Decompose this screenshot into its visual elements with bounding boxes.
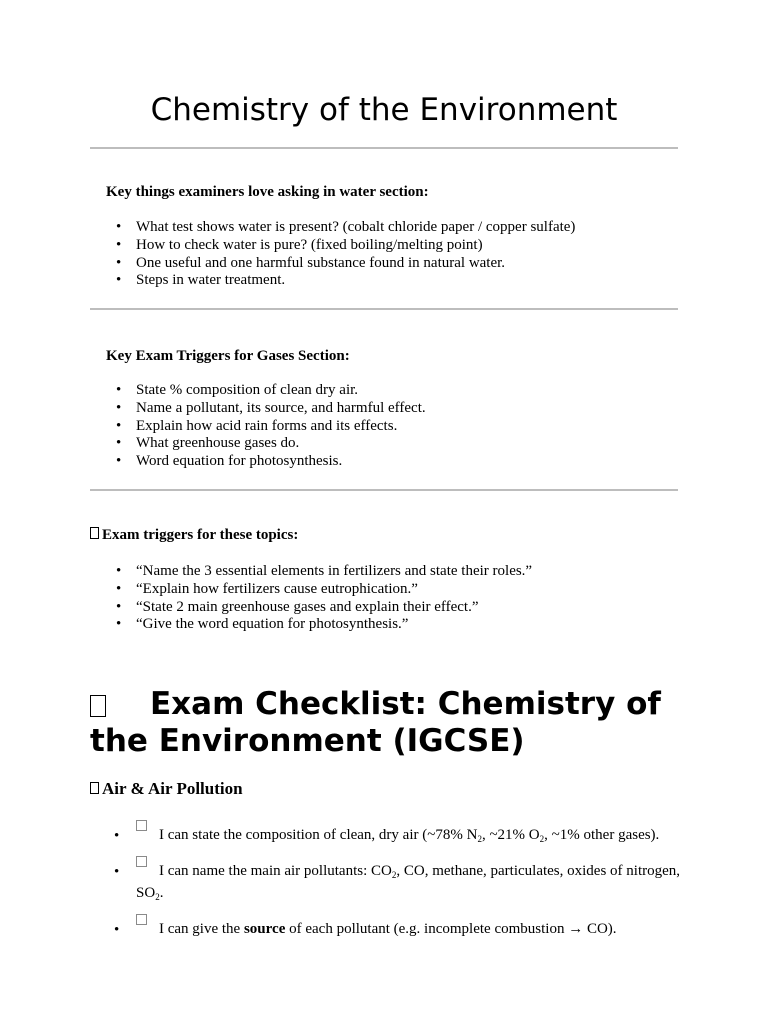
- page-title: Chemistry of the Environment: [150, 92, 618, 128]
- topics-heading-text: Exam triggers for these topics:: [102, 527, 299, 543]
- air-pollution-subheading-text: Air & Air Pollution: [102, 779, 243, 798]
- checklist-item: [136, 914, 696, 938]
- checklist-bold-text: source: [243, 921, 286, 937]
- checklist-item: [136, 820, 696, 848]
- air-pollution-subheading: [90, 778, 243, 800]
- divider: [90, 489, 678, 491]
- checkbox-icon[interactable]: [136, 820, 147, 831]
- missing-glyph-icon: [90, 527, 99, 539]
- list-item: • Explain how acid rain forms and its effects.: [136, 418, 696, 436]
- checklist-heading: [90, 686, 690, 760]
- water-section-heading: Key things examiners love asking in water section:: [106, 184, 429, 200]
- list-item: • “Give the word equation for photosynthesis.”: [136, 616, 696, 634]
- list-item: • What greenhouse gases do.: [136, 435, 696, 453]
- list-item: • Name a pollutant, its source, and harmful effect.: [136, 400, 696, 418]
- missing-glyph-icon: [90, 695, 106, 717]
- list-item: • “Explain how fertilizers cause eutrophication.”: [136, 581, 696, 599]
- list-item: • One useful and one harmful substance found in natural water.: [136, 255, 696, 273]
- checklist-text: .: [159, 885, 164, 901]
- checklist-heading-text: Exam Checklist: Chemistry of the Environment (IGCSE): [90, 686, 661, 759]
- gases-section-heading: Key Exam Triggers for Gases Section:: [106, 348, 350, 364]
- list-item: • What test shows water is present? (cobalt chloride paper / copper sulfate): [136, 219, 696, 237]
- list-item: • “State 2 main greenhouse gases and explain their effect.”: [136, 599, 696, 617]
- topics-section-heading: [90, 525, 298, 545]
- subscript: 2: [477, 834, 482, 844]
- list-item: • “Name the 3 essential elements in fertilizers and state their roles.”: [136, 563, 696, 581]
- checklist-text: I can state the composition of clean, dry air (~78% N: [159, 827, 478, 843]
- topics-list: [136, 563, 696, 634]
- list-item: • Word equation for photosynthesis.: [136, 453, 696, 471]
- divider: [90, 147, 678, 149]
- air-checklist: [136, 820, 696, 938]
- checklist-text: , ~21% O: [481, 827, 540, 843]
- checklist-text: of each pollutant (e.g. incomplete combustion → CO).: [285, 921, 617, 937]
- gases-list: [136, 382, 696, 471]
- checklist-text: I can name the main air pollutants: CO: [159, 863, 392, 879]
- subscript: 2: [155, 892, 160, 902]
- divider: [90, 308, 678, 310]
- checklist-item: [136, 856, 696, 906]
- subscript: 2: [391, 870, 397, 880]
- list-item: • State % composition of clean dry air.: [136, 382, 696, 400]
- checklist-text: , CO, methane, particulates, oxides of nitrogen, SO: [136, 863, 681, 901]
- list-item: • Steps in water treatment.: [136, 272, 696, 290]
- water-list: [136, 219, 696, 290]
- missing-glyph-icon: [90, 782, 99, 794]
- checkbox-icon[interactable]: [136, 856, 147, 867]
- checklist-text: , ~1% other gases).: [544, 827, 660, 843]
- checkbox-icon[interactable]: [136, 914, 147, 925]
- list-item: • How to check water is pure? (fixed boiling/melting point): [136, 237, 696, 255]
- subscript: 2: [539, 834, 545, 844]
- checklist-text: I can give the: [159, 921, 244, 937]
